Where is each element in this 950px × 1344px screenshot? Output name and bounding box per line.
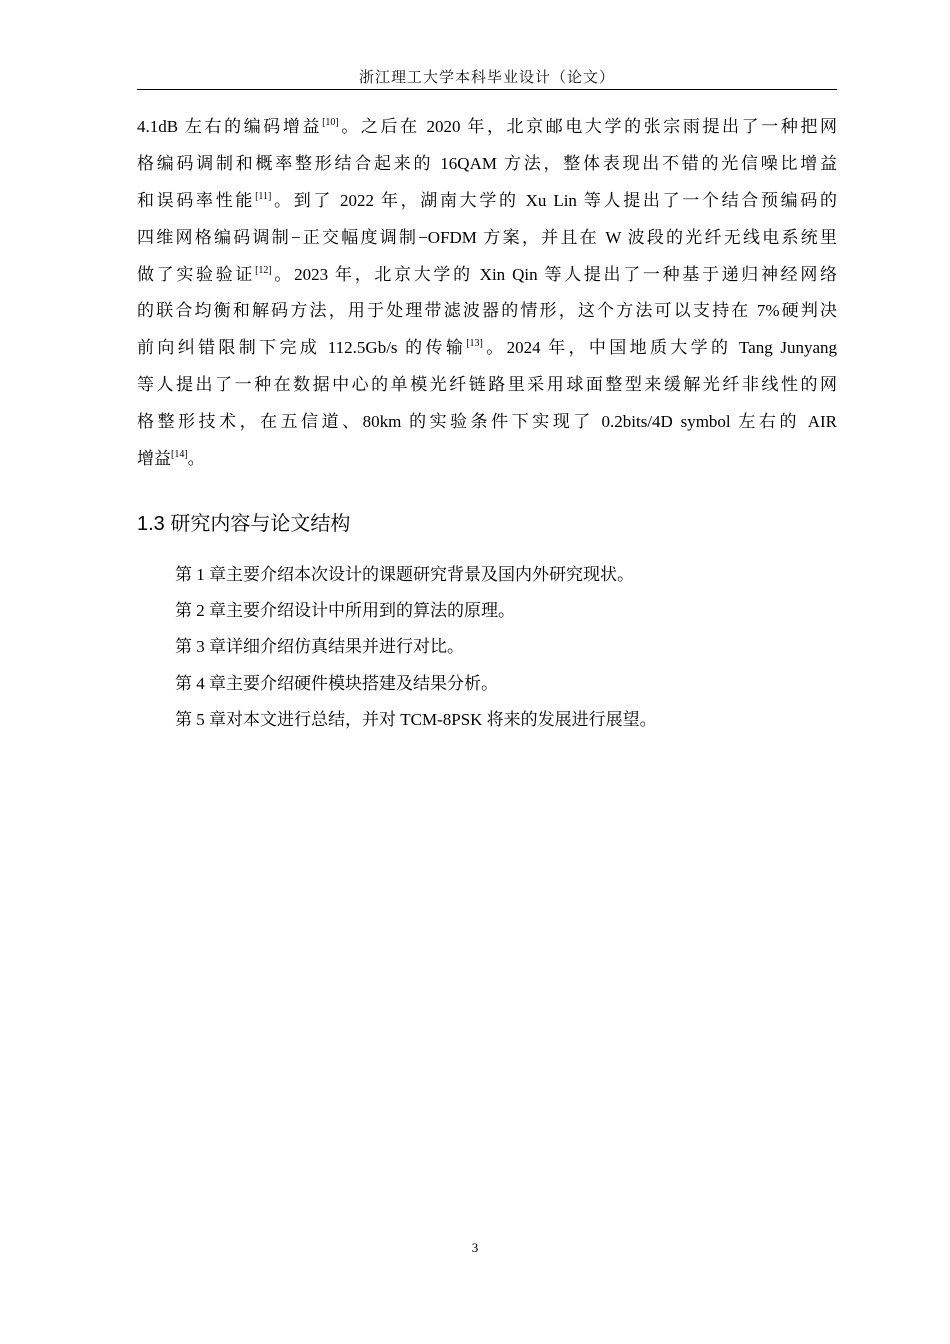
chapter-item-3: 第 3 章详细介绍仿真结果并进行对比。 (175, 637, 464, 657)
citation-ref: [13] (466, 338, 483, 350)
body-line (137, 330, 837, 367)
body-text: 格整形技术，在五信道、80km 的实验条件下实现了 0.2bits/4D symbol 左右的 AIR (137, 412, 837, 432)
citation-ref: [10] (322, 117, 339, 128)
body-text: 做了实验验证 (137, 264, 256, 284)
chapter-item-1: 第 1 章主要介绍本次设计的课题研究背景及国内外研究现状。 (175, 565, 634, 584)
body-text: 。2023 年，北京大学的 Xin Qin 等人提出了一种基于递归神经网络 (271, 264, 838, 284)
section-heading: 1.3 研究内容与论文结构 (137, 513, 351, 535)
header-rule (137, 89, 837, 90)
body-line (137, 146, 837, 183)
page-number: 3 (471, 1240, 479, 1255)
body-text: 增益 (137, 449, 171, 469)
body-text: 。之后在 2020 年，北京邮电大学的张宗雨提出了一种把网 (338, 117, 837, 136)
chapter-item-2: 第 2 章主要介绍设计中所用到的算法的原理。 (175, 601, 515, 621)
body-text: 。 (187, 449, 205, 469)
body-text: 前向纠错限制下完成 112.5Gb/s 的传输 (137, 338, 467, 358)
body-text: 和误码率性能 (137, 190, 256, 210)
citation-ref: [11] (255, 190, 272, 202)
body-line (137, 367, 837, 404)
chapter-list (175, 557, 837, 738)
body-line (137, 109, 837, 146)
body-text: 格编码调制和概率整形结合起来的 16QAM 方法，整体表现出不错的光信噪比增益 (137, 153, 837, 173)
citation-ref: [12] (255, 264, 272, 276)
body-text: 。到了 2022 年，湖南大学的 Xu Lin 等人提出了一个结合预编码的 (271, 190, 838, 210)
chapter-item-5: 第 5 章对本文进行总结，并对 TCM-8PSK 将来的发展进行展望。 (175, 709, 657, 729)
body-paragraph (137, 109, 837, 478)
body-text: 四维网格编码调制−正交幅度调制−OFDM 方案，并且在 W 波段的光纤无线电系统里 (137, 227, 837, 247)
body-line (137, 404, 837, 441)
citation-ref: [14] (171, 449, 188, 461)
running-header: 浙江理工大学本科毕业设计（论文） (358, 70, 615, 86)
body-line (137, 183, 837, 220)
body-text: 4.1dB 左右的编码增益 (137, 117, 323, 136)
body-line (137, 293, 837, 330)
body-line (137, 441, 837, 478)
body-text: 。2024 年，中国地质大学的 Tang Junyang (482, 338, 837, 358)
body-line (137, 220, 837, 257)
body-text: 等人提出了一种在数据中心的单模光纤链路里采用球面整型来缓解光纤非线性的网 (137, 375, 837, 395)
body-line (137, 257, 837, 294)
body-text: 的联合均衡和解码方法，用于处理带滤波器的情形，这个方法可以支持在 7%硬判决 (137, 301, 837, 321)
chapter-item-4: 第 4 章主要介绍硬件模块搭建及结果分析。 (175, 673, 498, 693)
